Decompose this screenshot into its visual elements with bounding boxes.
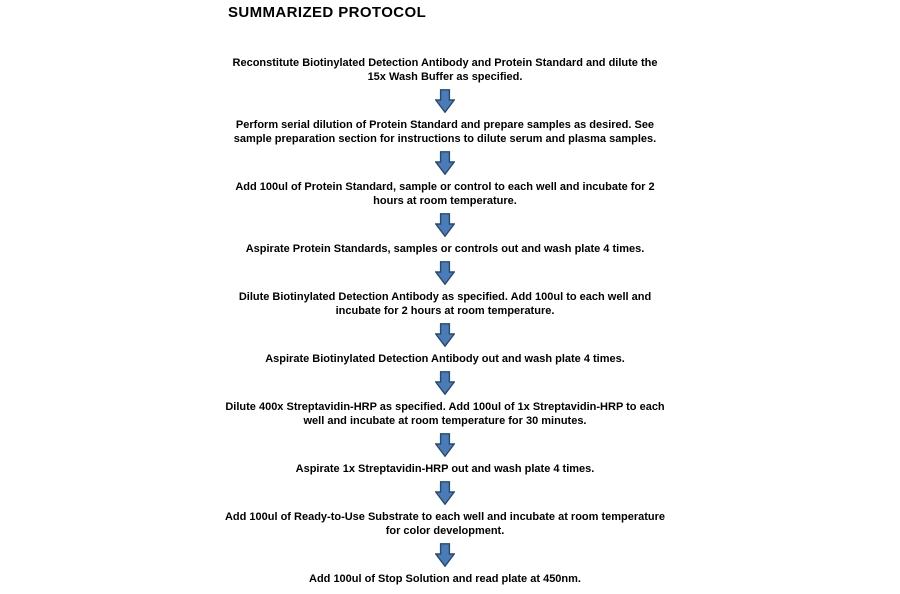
down-arrow-icon bbox=[435, 89, 455, 113]
down-arrow-icon bbox=[435, 261, 455, 285]
flow-step: Perform serial dilution of Protein Standard and prepare samples as desired. See sample preparation section for instructions to dilute serum and plasma samples. bbox=[233, 119, 657, 145]
page-title: SUMMARIZED PROTOCOL bbox=[228, 4, 427, 21]
flow-step: Add 100ul of Ready-to-Use Substrate to each well and incubate at room temperature for color development. bbox=[224, 511, 666, 537]
flow-step: Aspirate 1x Streptavidin-HRP out and wash plate 4 times. bbox=[295, 463, 595, 475]
down-arrow-icon bbox=[435, 323, 455, 347]
down-arrow-icon bbox=[435, 371, 455, 395]
flow-step: Dilute 400x Streptavidin-HRP as specified. Add 100ul of 1x Streptavidin-HRP to each well and incubate at room temperature for 30 minutes. bbox=[225, 401, 665, 427]
flow-step: Aspirate Biotinylated Detection Antibody out and wash plate 4 times. bbox=[265, 353, 625, 365]
protocol-flowchart bbox=[222, 56, 668, 586]
flow-step: Add 100ul of Protein Standard, sample or control to each well and incubate for 2 hours at room temperature. bbox=[235, 181, 655, 207]
flow-step: Dilute Biotinylated Detection Antibody as specified. Add 100ul to each well and incubate for 2 hours at room temperature. bbox=[238, 291, 652, 317]
down-arrow-icon bbox=[435, 151, 455, 175]
down-arrow-icon bbox=[435, 213, 455, 237]
down-arrow-icon bbox=[435, 433, 455, 457]
flow-step: Aspirate Protein Standards, samples or controls out and wash plate 4 times. bbox=[245, 243, 645, 255]
down-arrow-icon bbox=[435, 543, 455, 567]
down-arrow-icon bbox=[435, 481, 455, 505]
flow-step: Reconstitute Biotinylated Detection Antibody and Protein Standard and dilute the 15x Wash Buffer as specified. bbox=[232, 57, 658, 83]
flow-step: Add 100ul of Stop Solution and read plate at 450nm. bbox=[309, 573, 581, 585]
